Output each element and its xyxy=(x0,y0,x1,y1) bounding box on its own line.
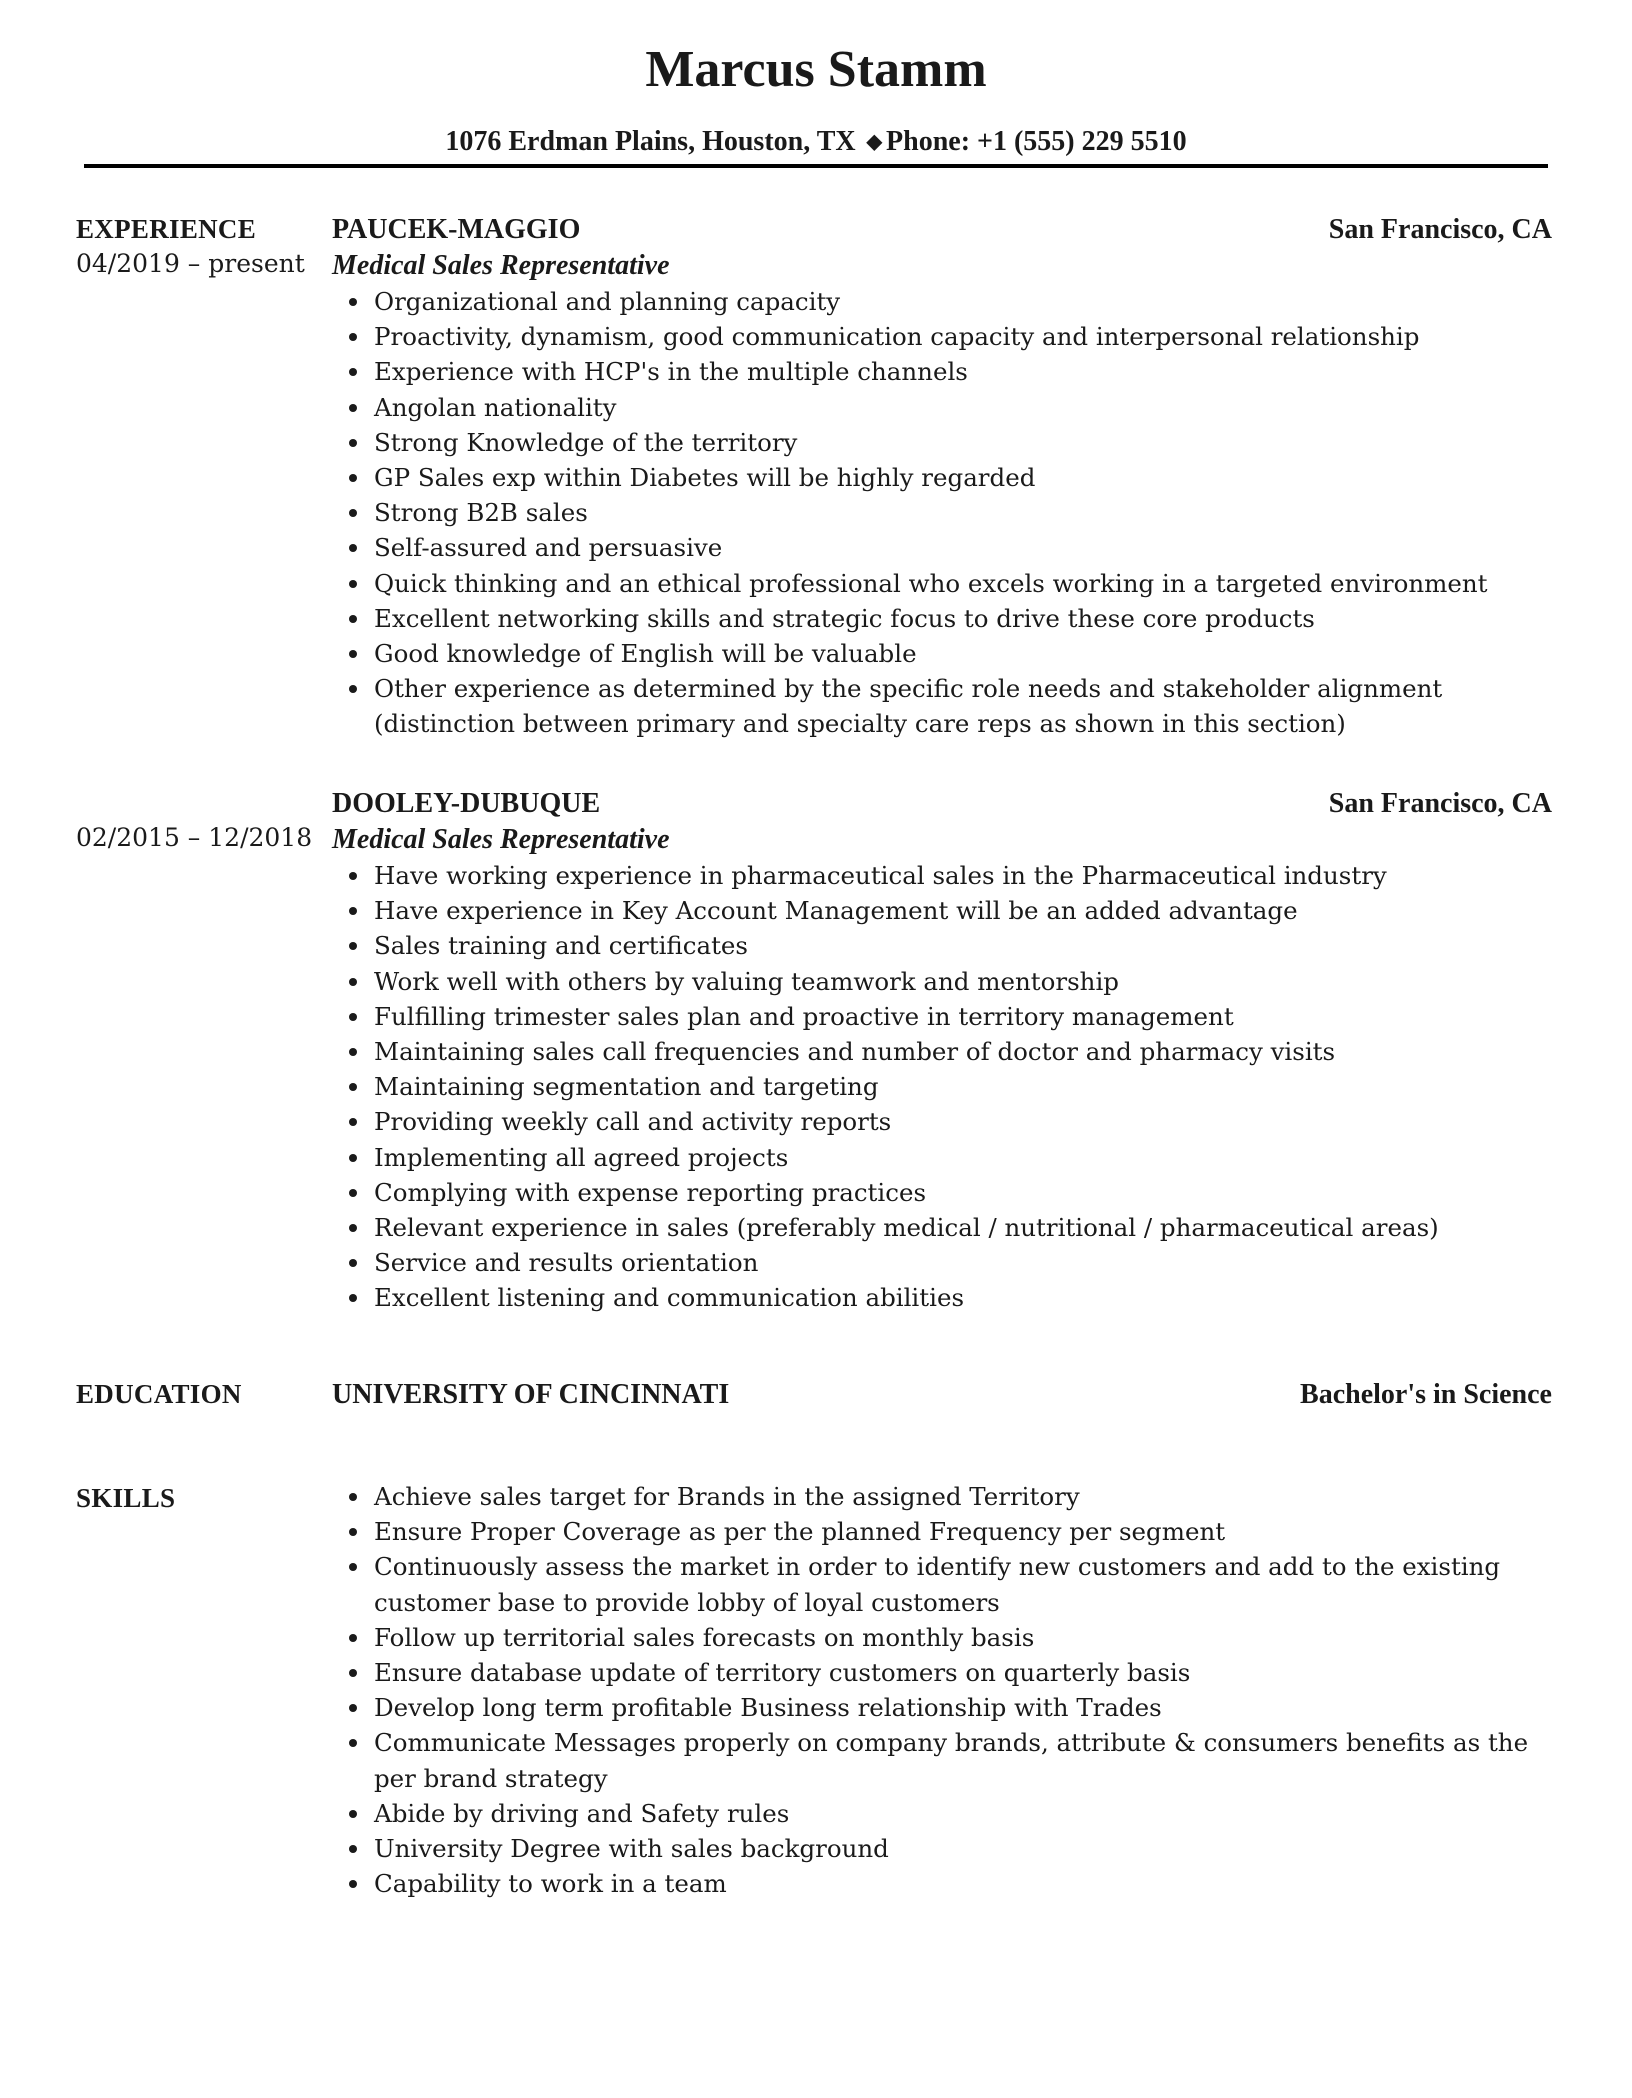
list-item: Fulfilling trimester sales plan and proactive in territory management xyxy=(374,999,1552,1034)
employer-location: San Francisco, CA xyxy=(1328,214,1552,245)
list-item: Capability to work in a team xyxy=(374,1866,1552,1901)
section-label-education: EDUCATION xyxy=(76,1379,242,1409)
experience-bullets-1 xyxy=(332,284,1552,742)
education-entry xyxy=(332,1377,1552,1413)
list-item: Relevant experience in sales (preferably medical / nutritional / pharmaceutical areas) xyxy=(374,1210,1552,1245)
experience-entry-header xyxy=(332,212,1552,248)
list-item: Work well with others by valuing teamwork and mentorship xyxy=(374,964,1552,999)
header-divider xyxy=(84,164,1548,168)
list-item: Experience with HCP's in the multiple channels xyxy=(374,354,1552,389)
list-item: Service and results orientation xyxy=(374,1245,1552,1280)
list-item: Have working experience in pharmaceutical sales in the Pharmaceutical industry xyxy=(374,858,1552,893)
list-item: Strong B2B sales xyxy=(374,495,1552,530)
list-item: Maintaining sales call frequencies and number of doctor and pharmacy visits xyxy=(374,1034,1552,1069)
list-item: Proactivity, dynamism, good communication capacity and interpersonal relationship xyxy=(374,319,1552,354)
list-item: Abide by driving and Safety rules xyxy=(374,1796,1552,1831)
list-item: Communicate Messages properly on company brands, attribute & consumers benefits as the per brand strategy xyxy=(374,1725,1552,1795)
section-label-experience: EXPERIENCE xyxy=(76,214,257,244)
list-item: Self-assured and persuasive xyxy=(374,530,1552,565)
resume-name: Marcus Stamm xyxy=(645,41,987,98)
employer-name: DOOLEY-DUBUQUE xyxy=(332,788,601,819)
employer-location: San Francisco, CA xyxy=(1328,788,1552,819)
list-item: Continuously assess the market in order to identify new customers and add to the existing customer base to provide lobby of loyal customers xyxy=(374,1549,1552,1619)
list-item: Complying with expense reporting practices xyxy=(374,1175,1552,1210)
skills-entry xyxy=(332,1479,1552,1901)
list-item: Excellent listening and communication abilities xyxy=(374,1280,1552,1315)
list-item: Strong Knowledge of the territory xyxy=(374,425,1552,460)
experience-dates-1: 04/2019 – present xyxy=(76,249,305,278)
list-item: Develop long term profitable Business relationship with Trades xyxy=(374,1690,1552,1725)
employer-name: PAUCEK-MAGGIO xyxy=(332,214,581,245)
experience-entry-header xyxy=(332,786,1552,822)
contact-address: 1076 Erdman Plains, Houston, TX xyxy=(445,126,856,157)
list-item: University Degree with sales background xyxy=(374,1831,1552,1866)
section-label-skills: SKILLS xyxy=(76,1483,176,1513)
diamond-separator-icon: ◆ xyxy=(866,131,883,153)
contact-phone: Phone: +1 (555) 229 5510 xyxy=(886,126,1187,157)
list-item: GP Sales exp within Diabetes will be highly regarded xyxy=(374,460,1552,495)
school-name: UNIVERSITY OF CINCINNATI xyxy=(332,1379,730,1410)
job-title: Medical Sales Representative xyxy=(332,250,670,281)
experience-dates-2: 02/2015 – 12/2018 xyxy=(76,823,313,852)
list-item: Quick thinking and an ethical professional who excels working in a targeted environment xyxy=(374,566,1552,601)
experience-bullets-2 xyxy=(332,858,1552,1316)
list-item: Implementing all agreed projects xyxy=(374,1140,1552,1175)
list-item: Angolan nationality xyxy=(374,390,1552,425)
list-item: Achieve sales target for Brands in the assigned Territory xyxy=(374,1479,1552,1514)
list-item: Ensure Proper Coverage as per the planned Frequency per segment xyxy=(374,1514,1552,1549)
list-item: Other experience as determined by the specific role needs and stakeholder alignment (distinction between primary and specialty care reps as shown in this section) xyxy=(374,671,1552,741)
degree-name: Bachelor's in Science xyxy=(1300,1379,1552,1410)
list-item: Ensure database update of territory customers on quarterly basis xyxy=(374,1655,1552,1690)
contact-line xyxy=(0,124,1632,162)
list-item: Good knowledge of English will be valuable xyxy=(374,636,1552,671)
list-item: Maintaining segmentation and targeting xyxy=(374,1069,1552,1104)
list-item: Excellent networking skills and strategic focus to drive these core products xyxy=(374,601,1552,636)
skills-bullets xyxy=(332,1479,1552,1901)
list-item: Follow up territorial sales forecasts on monthly basis xyxy=(374,1620,1552,1655)
list-item: Have experience in Key Account Management will be an added advantage xyxy=(374,893,1552,928)
job-title: Medical Sales Representative xyxy=(332,824,670,855)
experience-entry-1 xyxy=(332,212,1552,742)
education-entry-header xyxy=(332,1377,1552,1413)
experience-entry-2 xyxy=(332,786,1552,1316)
list-item: Organizational and planning capacity xyxy=(374,284,1552,319)
list-item: Sales training and certificates xyxy=(374,928,1552,963)
list-item: Providing weekly call and activity reports xyxy=(374,1104,1552,1139)
